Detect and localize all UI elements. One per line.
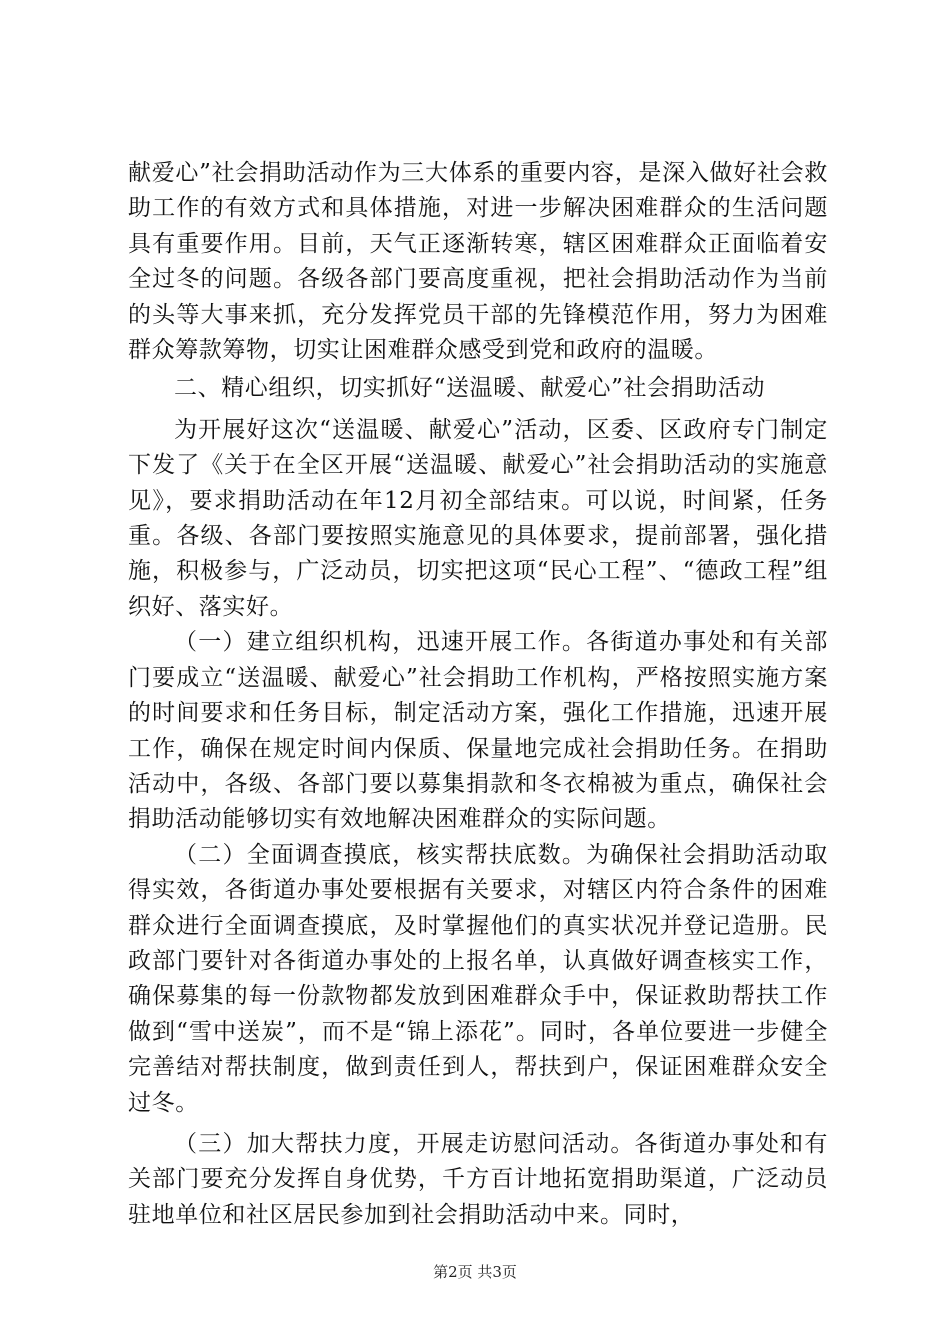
paragraph-continuation: 献爱心”社会捐助活动作为三大体系的重要内容，是深入做好社会救助工作的有效方式和具体措施，对进一步解决困难群众的生活问题具有重要作用。目前，天气正逐渐转寒，辖区困难群众正面临着安全过冬的问题。各级各部门要高度重视，把社会捐助活动作为当前的头等大事来抓，充分发挥党员干部的先锋模范作用，努力为困难群众筹款筹物，切实让困难群众感受到党和政府的温暖。 <box>128 160 828 364</box>
section-heading-two: 二、精心组织，切实抓好“送温暖、献爱心”社会捐助活动 <box>174 375 766 402</box>
paragraph-item-one: （一）建立组织机构，迅速开展工作。各街道办事处和有关部门要成立“送温暖、献爱心”社会捐助工作机构，严格按照实施方案的时间要求和任务目标，制定活动方案，强化工作措施，迅速开展工作，确保在规定时间内保质、保量地完成社会捐助任务。在捐助活动中，各级、各部门要以募集捐款和冬衣棉被为重点，确保社会捐助活动能够切实有效地解决困难群众的实际问题。 <box>128 629 828 833</box>
paragraph-implementation: 为开展好这次“送温暖、献爱心”活动，区委、区政府专门制定下发了《关于在全区开展“送温暖、献爱心”社会捐助活动的实施意见》，要求捐助活动在年12月初全部结束。可以说，时间紧，任务重。各级、各部门要按照实施意见的具体要求，提前部署，强化措施，积极参与，广泛动员，切实把这项“民心工程”、“德政工程”组织好、落实好。 <box>128 416 828 620</box>
body-text <box>128 156 828 1233</box>
page-footer: 第2页 共3页 <box>433 1263 517 1281</box>
paragraph-item-two: （二）全面调查摸底，核实帮扶底数。为确保社会捐助活动取得实效，各街道办事处要根据有关要求，对辖区内符合条件的困难群众进行全面调查摸底，及时掌握他们的真实状况并登记造册。民政部门要针对各街道办事处的上报名单，认真做好调查核实工作，确保募集的每一份款物都发放到困难群众手中，保证救助帮扶工作做到“雪中送炭”，而不是“锦上添花”。同时，各单位要进一步健全完善结对帮扶制度，做到责任到人，帮扶到户，保证困难群众安全过冬。 <box>128 841 828 1116</box>
paragraph-item-three: （三）加大帮扶力度，开展走访慰问活动。各街道办事处和有关部门要充分发挥自身优势，千方百计地拓宽捐助渠道，广泛动员驻地单位和社区居民参加到社会捐助活动中来。同时， <box>128 1130 828 1228</box>
